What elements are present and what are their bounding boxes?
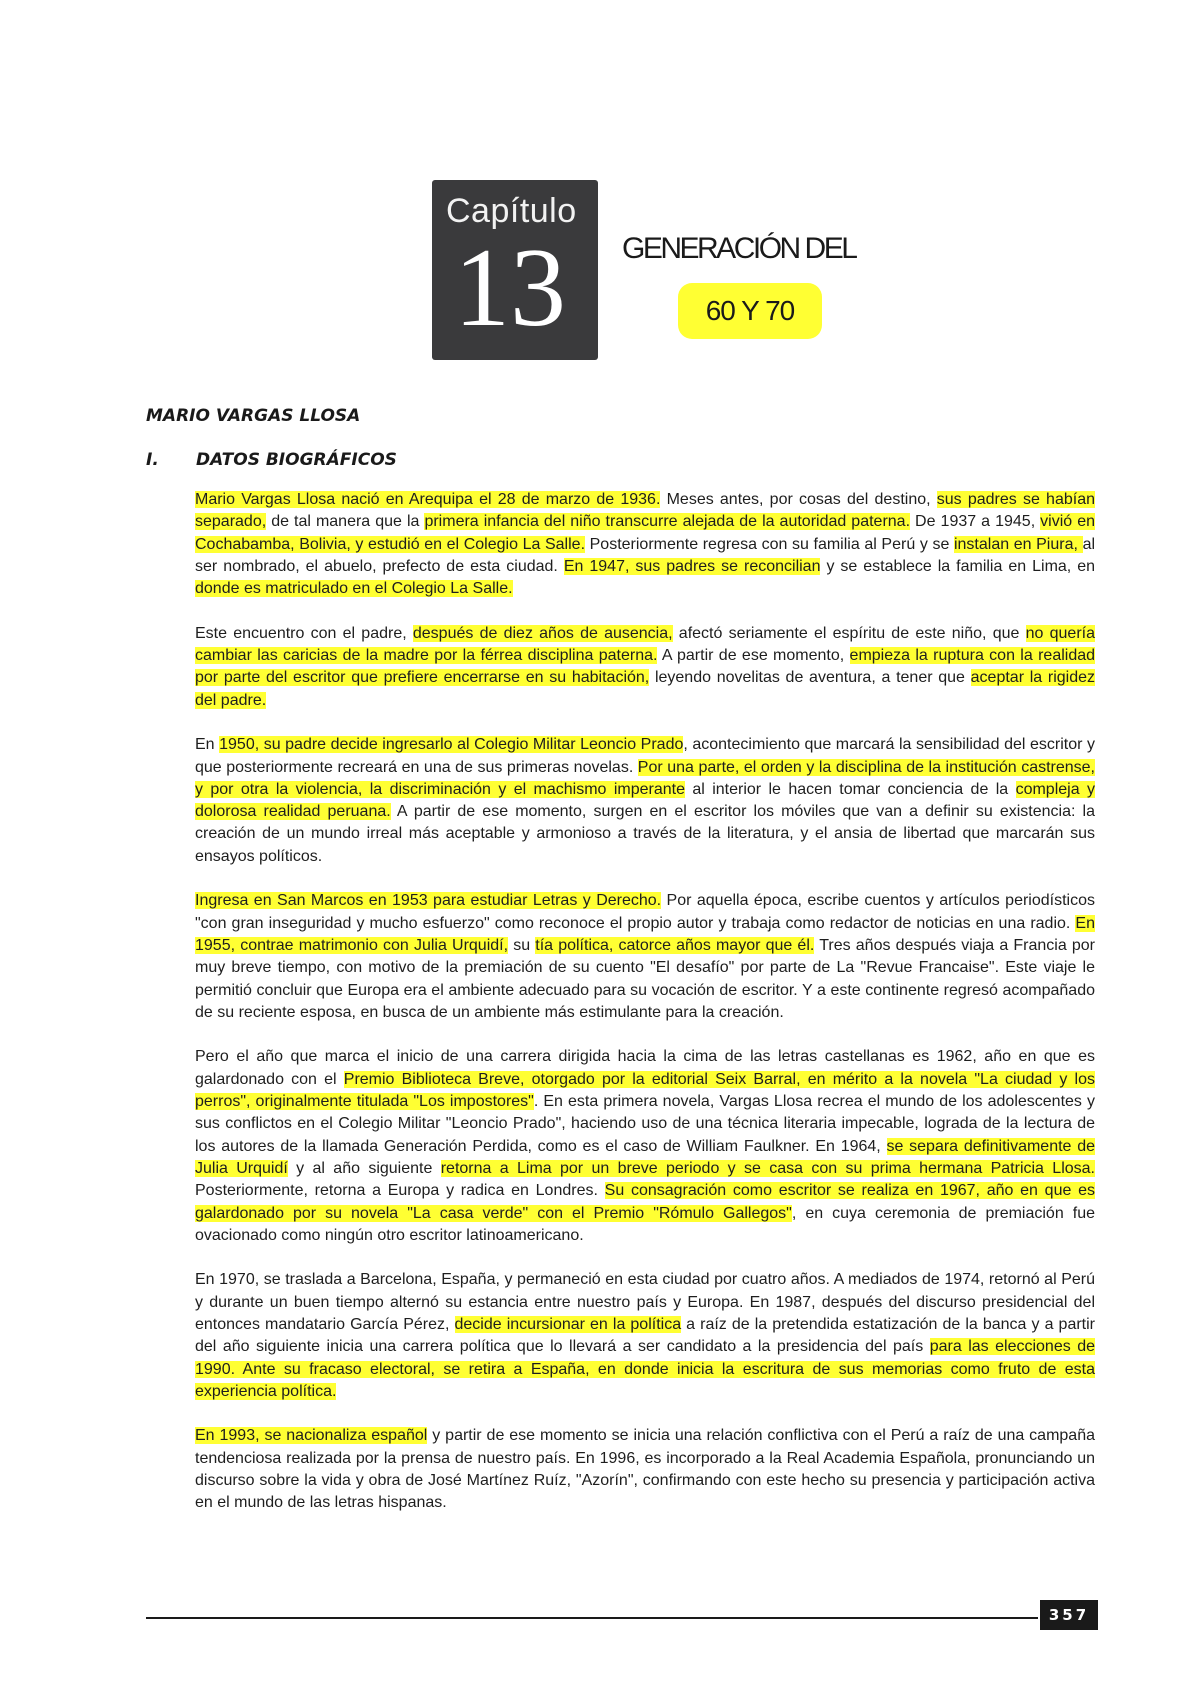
- highlighted-text: En 1993, se nacionaliza español: [195, 1427, 428, 1445]
- paragraph-text: a raíz de la pretendida estatización de la banca y a partir del año siguiente inicia una carrera política que lo llevará a ser candidato a la presidencia del país: [195, 1315, 1095, 1356]
- paragraph-text: A partir de ese momento,: [657, 647, 850, 665]
- paragraph: [195, 890, 1095, 1024]
- paragraph-text: y al año siguiente: [287, 1159, 441, 1177]
- paragraph-text: y partir de ese momento se inicia una relación conflictiva con el Perú a raíz de una campaña tendenciosa realizada por la prensa de nuestro país. En 1996, es incorporado a la Real Academia Española, pronunciando un discurso sobre la vida y obra de José Martínez Ruíz, "Azorín", confirmando con este hecho su presencia y participación activa en el mundo de las letras hispanas.: [195, 1427, 1096, 1512]
- paragraph-text: su: [508, 936, 536, 954]
- author-heading: MARIO VARGAS LLOSA: [146, 406, 361, 426]
- highlighted-text: Mario Vargas Llosa nació en Arequipa el 28 de marzo de 1936.: [195, 491, 661, 508]
- highlighted-text: no quería cambiar las caricias de la madre por la férrea disciplina paterna.: [195, 624, 1095, 665]
- highlighted-text: Ingresa en San Marcos en 1953 para estudiar Letras y Derecho.: [195, 892, 662, 910]
- highlighted-text: 1950, su padre decide ingresarlo al Colegio Militar Leoncio Prado: [219, 736, 684, 754]
- paragraph-text: Este encuentro con el padre,: [195, 624, 413, 642]
- biography-body: [195, 489, 1095, 1537]
- paragraph-text: Posteriormente, retorna a Europa y radica en Londres.: [195, 1182, 605, 1200]
- highlighted-text: instalan en Piura,: [953, 535, 1083, 553]
- paragraph-text: afectó seriamente el espíritu de este niño, que: [672, 624, 1026, 642]
- paragraph-text: , en cuya ceremonia de premiación fue ovacionado como ningún otro escritor latinoamericano.: [195, 1204, 1095, 1244]
- highlighted-text: En 1947, sus padres se reconcilian: [563, 557, 821, 575]
- paragraph-text: Tres años después viaja a Francia por muy breve tiempo, con motivo de la premiación de su cuento "El desafío" por parte de La "Revue Francaise". Este viaje le permitió concluir que Europa era el ambiente adecuado para su vocación de escritor. Y a este continente regresó acompañado de su reciente esposa, en busca de un ambiente más estimulante para la creación.: [195, 936, 1096, 1021]
- highlighted-text: después de diez años de ausencia,: [412, 624, 673, 642]
- highlighted-text: Por una parte, el orden y la disciplina de la institución castrense, y por otra la violencia, la discriminación y el machismo imperante: [195, 758, 1095, 798]
- paragraph-text: al interior le hacen tomar conciencia de la: [684, 780, 1016, 798]
- paragraph: [195, 1046, 1095, 1247]
- paragraph: [195, 489, 1095, 600]
- highlighted-text: se separa definitivamente de Julia Urquidí: [195, 1137, 1095, 1177]
- highlighted-text: decide incursionar en la política: [454, 1315, 682, 1333]
- highlighted-text: vivió en Cochabamba, Bolivia, y estudió en el Colegio La Salle.: [195, 513, 1096, 553]
- highlighted-text: para las elecciones de 1990. Ante su fracaso electoral, se retira a España, en donde inicia la escritura de sus memorias como fruto de esta experiencia política.: [195, 1338, 1095, 1400]
- paragraph-text: de tal manera que la: [266, 513, 425, 531]
- highlighted-text: En 1955, contrae matrimonio con Julia Urquidí,: [195, 914, 1095, 954]
- highlighted-text: Su consagración como escritor se realiza en 1967, año en que es galardonado por su novela "La casa verde" con el Premio "Rómulo Gallegos": [195, 1182, 1096, 1222]
- highlighted-text: aceptar la rigidez del padre.: [195, 669, 1096, 709]
- chapter-title: GENERACIÓN DEL: [622, 232, 856, 265]
- highlighted-text: donde es matriculado en el Colegio La Salle.: [195, 580, 513, 598]
- chapter-subtitle: 60 Y 70: [678, 283, 822, 339]
- highlighted-text: retorna a Lima por un breve periodo y se casa con su prima hermana Patricia Llosa.: [440, 1159, 1095, 1177]
- paragraph-text: En: [195, 736, 220, 754]
- section-title: DATOS BIOGRÁFICOS: [196, 450, 397, 470]
- section-number: I.: [146, 450, 159, 470]
- chapter-badge: [432, 180, 598, 360]
- paragraph: [195, 734, 1095, 868]
- paragraph-text: . En esta primera novela, Vargas Llosa recrea el mundo de los adolescentes y sus conflictos en el Colegio Militar "Leoncio Prado", haciendo uso de una técnica literaria impecable, lograda de la lectura de los autores de la llamada Generación Perdida, como es el caso de William Faulkner. En 1964,: [195, 1093, 1096, 1155]
- highlighted-text: sus padres se habían separado,: [195, 491, 1095, 531]
- highlighted-text: compleja y dolorosa realidad peruana.: [195, 780, 1095, 821]
- paragraph: [195, 1269, 1095, 1403]
- paragraph-text: al ser nombrado, el abuelo, prefecto de esta ciudad.: [195, 535, 1096, 575]
- chapter-number: 13: [454, 226, 566, 350]
- paragraph-text: Por aquella época, escribe cuentos y artículos periodísticos "con gran inseguridad y mucho esfuerzo" como reconoce el propio autor y trabaja como redactor de noticias en una radio.: [195, 892, 1095, 932]
- chapter-label: Capítulo: [446, 192, 577, 230]
- paragraph-text: De 1937 a 1945,: [910, 513, 1041, 531]
- paragraph-text: En 1970, se traslada a Barcelona, España, y permaneció en esta ciudad por cuatro años. A mediados de 1974, retornó al Perú y durante un buen tiempo alternó su estancia entre nuestro país y Europa. En 1987, después del discurso presidencial del entonces mandatario García Pérez,: [195, 1271, 1095, 1333]
- paragraph-text: , acontecimiento que marcará la sensibilidad del escritor y que posteriormente recreará en una de sus primeras novelas.: [195, 736, 1096, 776]
- paragraph-text: Meses antes, por cosas del destino,: [660, 491, 937, 508]
- highlighted-text: empieza la ruptura con la realidad por parte del escritor que prefiere encerrarse en su habitación,: [195, 647, 1096, 687]
- paragraph-text: leyendo novelitas de aventura, a tener que: [649, 669, 971, 687]
- paragraph: [195, 1425, 1095, 1514]
- footer-rule: [146, 1617, 1038, 1619]
- highlighted-text: tía política, catorce años mayor que él.: [535, 936, 815, 954]
- paragraph-text: A partir de ese momento, surgen en el escritor los móviles que van a definir su existencia: la creación de un mundo irreal más aceptable y armonioso a través de la literatura, y el ansia de libertad que marcarán sus ensayos políticos.: [195, 803, 1096, 865]
- highlighted-text: Premio Biblioteca Breve, otorgado por la editorial Seix Barral, en mérito a la novela "La ciudad y los perros", originalmente titulada "Los impostores": [195, 1070, 1095, 1111]
- page-number: 357: [1040, 1600, 1098, 1630]
- paragraph-text: Pero el año que marca el inicio de una carrera dirigida hacia la cima de las letras castellanas es 1962, año en que es galardonado con el: [195, 1048, 1095, 1088]
- paragraph: [195, 623, 1095, 712]
- highlighted-text: primera infancia del niño transcurre alejada de la autoridad paterna.: [424, 513, 911, 531]
- paragraph-text: y se establece la familia en Lima, en: [820, 557, 1096, 575]
- paragraph-text: Posteriormente regresa con su familia al Perú y se: [585, 535, 954, 553]
